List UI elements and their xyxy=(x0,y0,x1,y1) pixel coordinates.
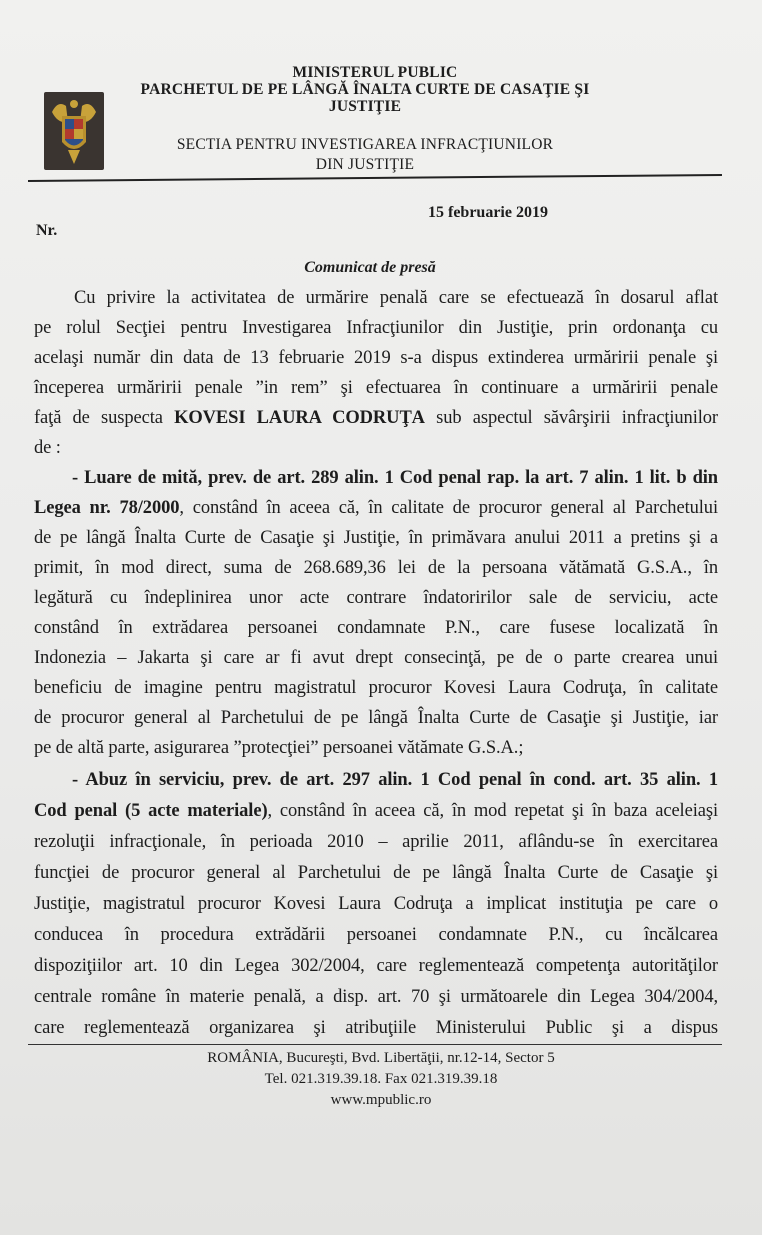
body-line: începerea urmăririi penale ”in rem” şi efectuarea în continuare a urmăririi penale xyxy=(34,378,718,398)
body-line: acelaşi număr din data de 13 februarie 2019 s-a dispus extinderea urmăririi penale şi xyxy=(34,348,718,368)
suspect-name: KOVESI LAURA CODRUŢA xyxy=(174,408,425,428)
section-name: SECTIA PENTRU INVESTIGAREA INFRACŢIUNILOR xyxy=(176,136,554,153)
body-line: Cod penal (5 acte materiale), constând în aceea că, în mod repetat şi în baza aceleiaşi xyxy=(34,801,719,821)
footer-phone: Tel. 021.319.39.18. Fax 021.319.39.18 xyxy=(264,1071,498,1087)
footer-address: ROMÂNIA, Bucureşti, Bvd. Libertăţii, nr.12-14, Sector 5 xyxy=(207,1050,555,1066)
institution-name: MINISTERUL PUBLIC xyxy=(292,64,458,81)
body-line: rezoluţii infracţionale, în perioada 2010 – aprilie 2011, aflându-se în exercitarea xyxy=(34,832,718,852)
body-line: de : xyxy=(34,438,61,458)
institution-subtitle-cont: JUSTIŢIE xyxy=(328,98,402,115)
body-line: dispoziţiilor art. 10 din Legea 302/2004, care reglementează competenţa autorităţilor xyxy=(34,956,718,976)
header-divider xyxy=(28,174,722,182)
body-line: Indonezia – Jakarta şi care ar fi avut drept consecinţă, pe de o parte crearea unui xyxy=(34,648,718,668)
body-line: pe rolul Secţiei pentru Investigarea Infracţiunilor din Justiţie, prin ordonanţa cu xyxy=(34,318,718,338)
body-line: pe de altă parte, asigurarea ”protecţiei” persoanei vătămate G.S.A.; xyxy=(34,738,524,758)
body-line: care reglementează organizarea şi atribuţiile Ministerului Public şi a dispus xyxy=(34,1018,718,1038)
body-line: Legea nr. 78/2000, constând în aceea că, în calitate de procuror general al Parchetului xyxy=(34,498,718,518)
body-line: conducea în procedura extrădării persoanei condamnate P.N., cu încălcarea xyxy=(34,925,718,945)
body-line: de procuror general al Parchetului de pe lângă Înalta Curte de Casaţie şi Justiţie, iar xyxy=(34,708,718,728)
body-line: funcţiei de procuror general al Parchetului de pe lângă Înalta Curte de Casaţie şi xyxy=(34,863,718,883)
footer-divider xyxy=(28,1044,722,1045)
institution-subtitle: PARCHETUL DE PE LÂNGĂ ÎNALTA CURTE DE CASAŢIE ŞI xyxy=(140,81,590,98)
body-line: centrale române în materie penală, a disp. art. 70 şi următoarele din Legea 304/2004, xyxy=(34,987,718,1007)
charge-heading: - Luare de mită, prev. de art. 289 alin. 1 Cod penal rap. la art. 7 alin. 1 lit. b din xyxy=(72,468,718,488)
body-line: legătură cu îndeplinirea unor acte contrare îndatoririlor sale de serviciu, acte xyxy=(34,588,718,608)
charge-heading: - Abuz în serviciu, prev. de art. 297 alin. 1 Cod penal în cond. art. 35 alin. 1 xyxy=(72,770,718,790)
body-line: de pe lângă Înalta Curte de Casaţie şi Justiţie, în primăvara anului 2011 a pretins şi a xyxy=(34,528,718,548)
section-name-cont: DIN JUSTIŢIE xyxy=(315,156,415,173)
document-number-label: Nr. xyxy=(36,222,58,239)
body-line: Justiţie, magistratul procuror Kovesi Laura Codruţa a implicat instituţia pe care o xyxy=(34,894,718,914)
body-line: faţă de suspecta KOVESI LAURA CODRUŢA sub aspectul săvârşirii infracţiunilor xyxy=(34,408,718,428)
body-line: Cu privire la activitatea de urmărire penală care se efectuează în dosarul aflat xyxy=(74,288,718,308)
footer-website: www.mpublic.ro xyxy=(330,1092,432,1108)
body-line: primit, în mod direct, suma de 268.689,36 lei de la persoana vătămată G.S.A., în xyxy=(34,558,718,578)
document-date: 15 februarie 2019 xyxy=(428,204,548,221)
body-line: constând în extrădarea persoanei condamnate P.N., care fusese localizată în xyxy=(34,618,718,638)
body-line: beneficiu de imagine pentru magistratul procuror Kovesi Laura Codruţa, în calitate xyxy=(34,678,718,698)
document-title: Comunicat de presă xyxy=(304,259,436,276)
romanian-coat-of-arms-icon xyxy=(44,92,104,170)
